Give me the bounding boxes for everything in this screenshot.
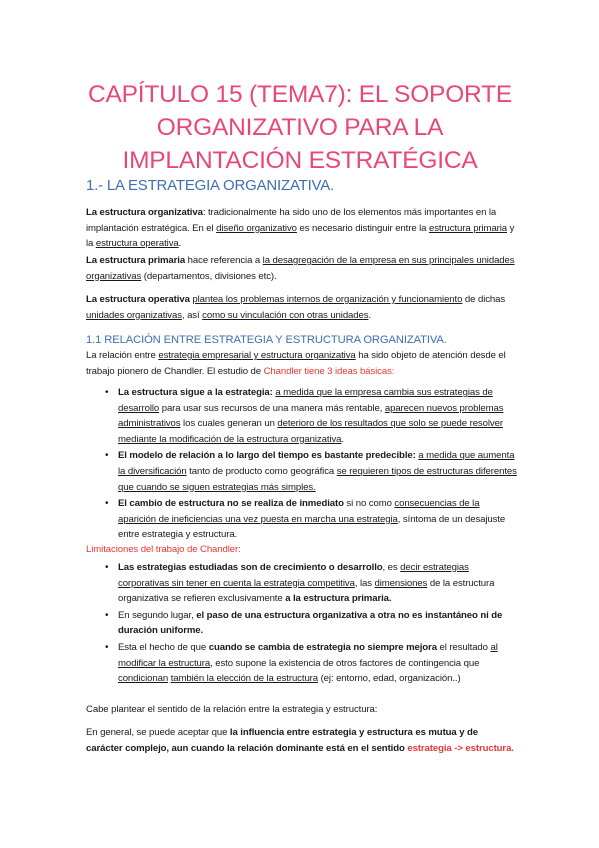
list-item: • Las estrategias estudiadas son de crecimiento o desarrollo, es decir estrategias corporativas sin tener en cuenta la estrategia competitiva, las dimensiones de la estructura organizativa se refieren exclusivamente a la estructura primaria. — [86, 560, 518, 607]
list-item: • La estructura sigue a la estrategia: a medida que la empresa cambia sus estrategias de desarrollo para usar sus recursos de una manera más rentable, aparecen nuevos problemas administrativos los cuales generan un deterioro de los resultados que solo se puede resolver mediante la modificación de la estructura organizativa. — [86, 385, 518, 447]
paragraph-estructura-primaria: La estructura primaria hace referencia a la desagregación de la empresa en sus principales unidades organizativas (departamentos, divisiones etc). — [86, 255, 515, 282]
title-line-2: ORGANIZATIVO PARA LA — [156, 114, 444, 141]
section-heading-1: 1.- LA ESTRATEGIA ORGANIZATIVA. — [86, 177, 335, 194]
list-item: • El cambio de estructura no se realiza de inmediato si no como consecuencias de la aparición de ineficiencias una vez puesta en marcha una estrategia, síntoma de un desajuste entre estrategia y estructura. — [86, 496, 518, 543]
chandler-ideas-list — [86, 385, 518, 544]
paragraph-estructura-organizativa: La estructura organizativa: tradicionalmente ha sido uno de los elementos más importantes en la implantación estratégica. En el diseño organizativo es necesario distinguir entre la estructura primaria y la estructura operativa. — [86, 207, 515, 250]
section-heading-1-1: 1.1 RELACIÓN ENTRE ESTRATEGIA Y ESTRUCTURA ORGANIZATIVA. — [86, 334, 447, 346]
paragraph-estructura-operativa: La estructura operativa plantea los problemas internos de organización y funcionamiento de dichas unidades organizativas, así como su vinculación con otras unidades. — [86, 294, 506, 321]
chapter-title — [60, 78, 540, 177]
list-item: • Esta el hecho de que cuando se cambia de estrategia no siempre mejora el resultado al modificar la estructura, esto supone la existencia de otros factores de contingencia que condicionan también la elección de la estructura (ej: entorno, edad, organización..) — [86, 640, 518, 687]
paragraph-relacion-chandler: La relación entre estrategia empresarial y estructura organizativa ha sido objeto de atención desde el trabajo pionero de Chandler. El estudio de Chandler tiene 3 ideas básicas: — [86, 350, 506, 377]
limitations-list — [86, 560, 518, 688]
paragraph-conclusion: En general, se puede aceptar que la influencia entre estrategia y estructura es mutua y de carácter complejo, aun cuando la relación dominante está en el sentido estrategia -> estructura. — [86, 727, 514, 754]
list-item: • El modelo de relación a lo largo del tiempo es bastante predecible: a medida que aumenta la diversificación tanto de producto como geográfica se requieren tipos de estructuras diferentes que cuando se siguen estrategias más simples. — [86, 448, 518, 495]
title-line-3: IMPLANTACIÓN ESTRATÉGICA — [122, 147, 478, 174]
limitations-heading: Limitaciones del trabajo de Chandler: — [86, 544, 241, 555]
paragraph-cabe-plantear: Cabe plantear el sentido de la relación entre la estrategia y estructura: — [86, 704, 378, 715]
list-item: • En segundo lugar, el paso de una estructura organizativa a otra no es instantáneo ni de duración uniforme. — [86, 608, 518, 639]
title-line-1: CAPÍTULO 15 (TEMA7): EL SOPORTE — [87, 81, 513, 108]
